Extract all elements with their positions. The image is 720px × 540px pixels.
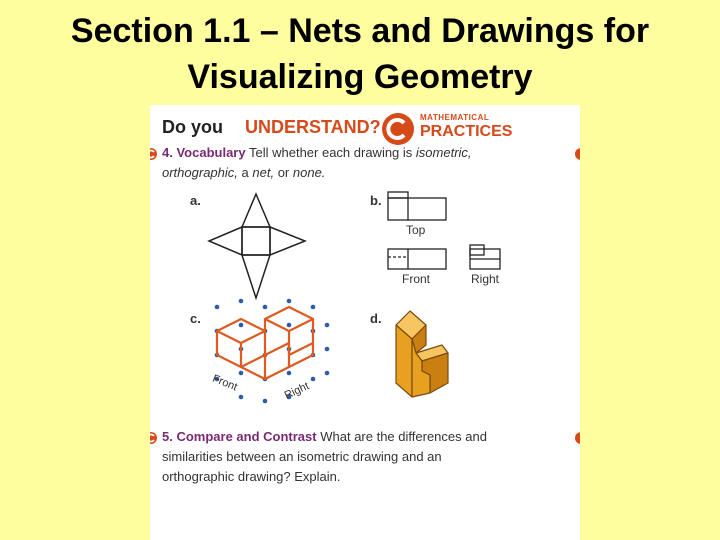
- mathematical-label: MATHEMATICAL: [420, 113, 490, 122]
- term-none: none.: [292, 165, 326, 180]
- part-c-label: c.: [190, 311, 201, 326]
- question-5-line3: orthographic drawing? Explain.: [162, 469, 341, 484]
- part-d-label: d.: [370, 311, 382, 326]
- part-a-label: a.: [190, 193, 201, 208]
- question-5-line1: What are the differences and: [320, 429, 487, 444]
- iso-label-right: Right: [282, 380, 312, 402]
- orthographic-top-view: [386, 190, 448, 224]
- practice-bullet-icon: [150, 147, 158, 161]
- question-5-lead: Compare and Contrast: [176, 429, 317, 444]
- orthographic-right-view: [468, 243, 504, 273]
- orthographic-front-view: [386, 245, 448, 273]
- part-b-label: b.: [370, 193, 382, 208]
- term-orthographic: orthographic,: [162, 165, 238, 180]
- iso-label-front: Front: [210, 372, 239, 394]
- view-label-front: Front: [402, 272, 431, 286]
- net-drawing: [205, 190, 315, 305]
- practice-bullet-icon: [574, 147, 580, 161]
- practice-bullet-icon: [574, 431, 580, 445]
- question-4-text-a: Tell whether each drawing is: [248, 145, 413, 160]
- slide-title: [0, 8, 720, 100]
- term-net: net,: [252, 165, 275, 180]
- question-4: [162, 143, 562, 183]
- textbook-scan: [150, 105, 580, 540]
- term-isometric: isometric,: [415, 145, 472, 160]
- question-5-line2: similarities between an isometric drawing and an: [162, 449, 442, 464]
- question-4-text-b: a: [241, 165, 249, 180]
- solid-object-drawing: [386, 305, 456, 405]
- question-5: [162, 427, 562, 487]
- slide-title-line2: Visualizing Geometry: [187, 58, 533, 96]
- understand-header: [162, 115, 572, 145]
- question-5-number: 5.: [162, 429, 173, 444]
- practices-label: PRACTICES: [420, 123, 513, 140]
- view-label-top: Top: [406, 223, 426, 237]
- practice-bullet-icon: [150, 431, 158, 445]
- understand-label: UNDERSTAND?: [245, 117, 381, 137]
- question-4-text-c: or: [277, 165, 290, 180]
- question-4-number: 4.: [162, 145, 173, 160]
- slide-title-line1: Section 1.1 – Nets and Drawings for: [70, 12, 650, 50]
- do-you-label: Do you: [162, 117, 223, 137]
- mathematical-practices-icon: [380, 111, 416, 147]
- view-label-right: Right: [471, 272, 500, 286]
- question-4-lead: Vocabulary: [176, 145, 246, 160]
